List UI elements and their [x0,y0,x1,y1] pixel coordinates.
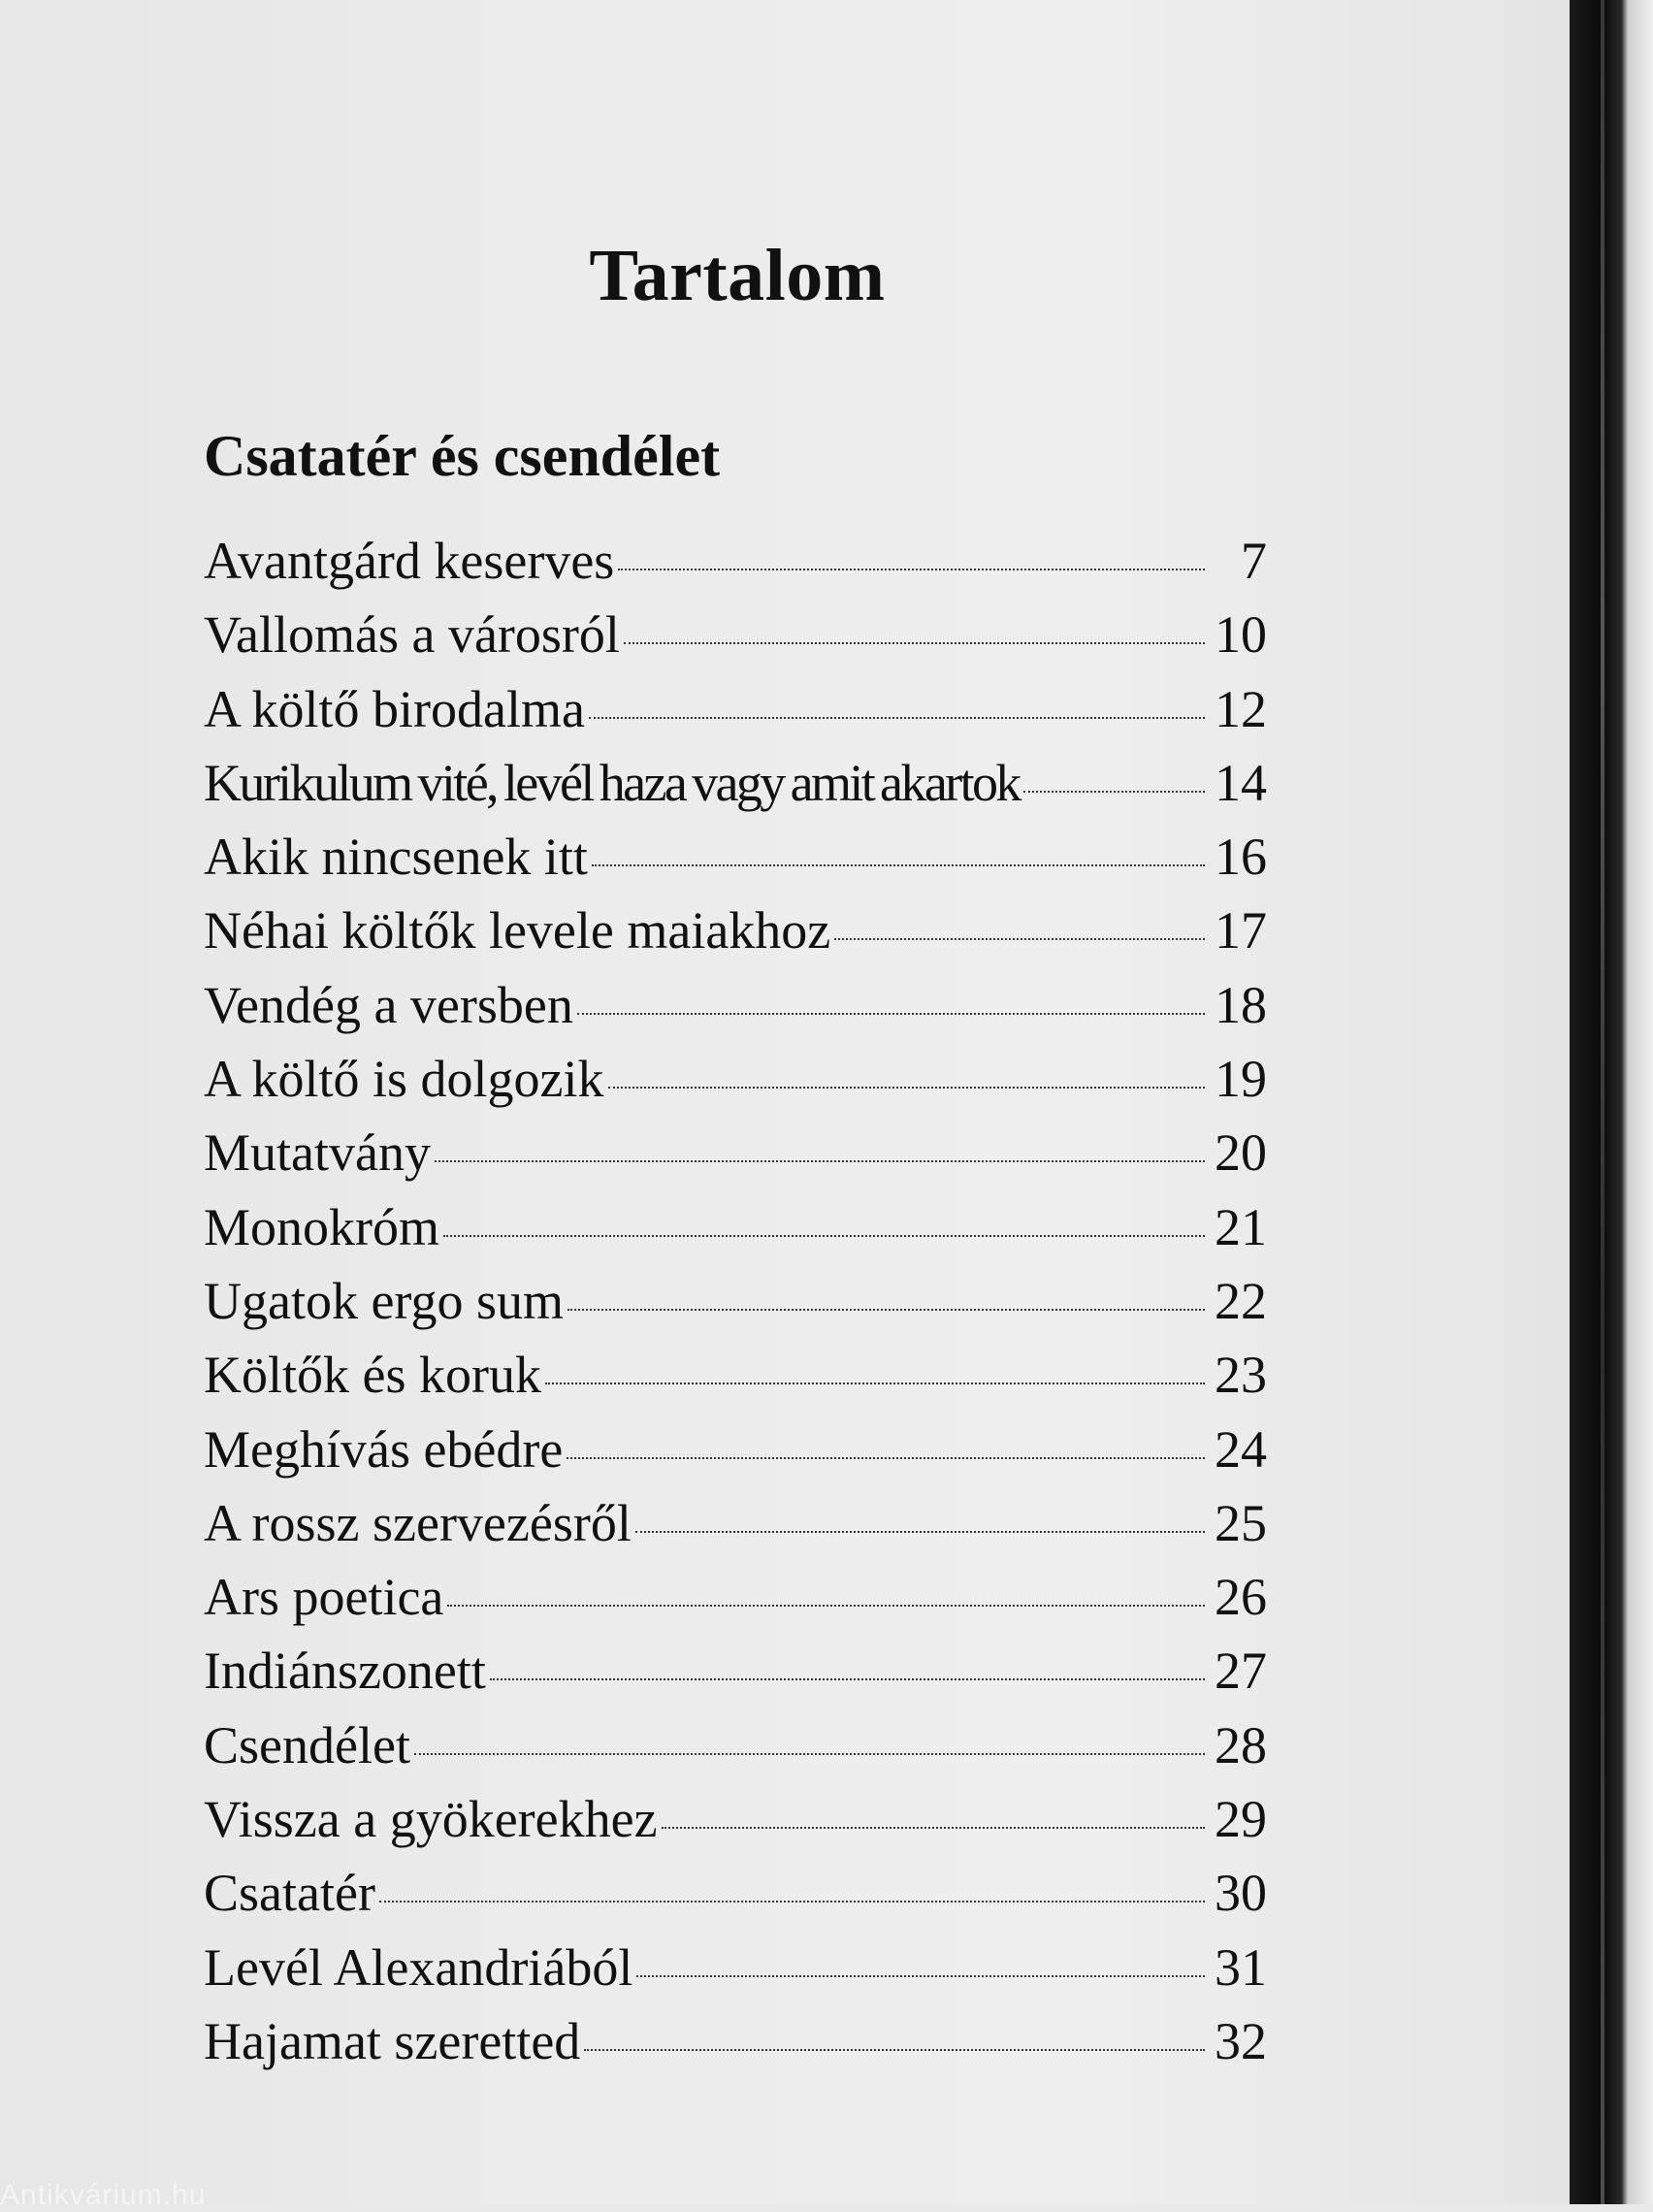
watermark: Antikvárium.hu [0,2179,207,2211]
toc-entry-page: 29 [1215,1790,1267,1849]
toc-entry [204,820,1267,894]
dot-leader [589,717,1205,719]
toc-entry-page: 18 [1215,975,1267,1034]
toc-entry [204,1116,1267,1189]
toc-entry [204,968,1267,1042]
toc-entry [204,1634,1267,1708]
toc-entry-title: Ugatok ergo sum [204,1271,564,1330]
dot-leader [662,1827,1205,1829]
toc-entry-title: Kurikulum vité, levél haza vagy amit akartok [204,753,1020,812]
toc-entry-page: 22 [1215,1271,1267,1330]
toc-entry-title: Vallomás a városról [204,605,620,665]
toc-entry [204,1413,1267,1486]
toc-entry-page: 25 [1215,1493,1267,1552]
toc-entry [204,1560,1267,1634]
toc-entry-page: 27 [1215,1642,1267,1701]
toc-entry-title: Mutatvány [204,1123,431,1183]
toc-entry [204,1042,1267,1116]
toc-entry-page: 30 [1215,1864,1267,1923]
toc-entry-title: Hajamat szeretted [204,2011,581,2070]
dot-leader [584,2049,1205,2051]
toc-entry [204,1190,1267,1264]
page-title: Tartalom [589,234,886,316]
toc-entry-title: Néhai költők levele maiakhoz [204,901,831,960]
toc-entry-title: Meghívás ebédre [204,1419,564,1479]
toc-entry [204,1931,1267,2004]
toc-entry-title: Akik nincsenek itt [204,828,588,887]
toc-entry [204,1338,1267,1412]
toc-entry-title: Monokróm [204,1197,439,1256]
toc-entry-title: Avantgárd keserves [204,532,615,590]
dot-leader [624,642,1205,644]
dot-leader [545,1382,1205,1384]
toc-entry-title: Ars poetica [204,1568,444,1627]
toc-entry [204,524,1267,598]
toc-entry-page: 14 [1215,753,1267,812]
toc-entry-title: Költők és koruk [204,1346,541,1405]
toc-entry-page: 20 [1215,1123,1267,1183]
toc-entry-page: 26 [1215,1568,1267,1627]
toc-entry [204,672,1267,746]
toc-entry-title: A rossz szervezésről [204,1493,632,1552]
dot-leader [443,1235,1205,1237]
toc-entry [204,1856,1267,1930]
toc-entry-page: 17 [1215,901,1267,960]
toc-entry-page: 32 [1215,2011,1267,2070]
section-heading: Csatatér és csendélet [204,423,721,488]
toc-entry-page: 10 [1215,605,1267,665]
dot-leader [567,1457,1205,1459]
toc-entry-page: 16 [1215,828,1267,887]
toc-entry-title: Csendélet [204,1715,410,1774]
dot-leader [834,938,1205,940]
toc-entry-title: A költő birodalma [204,679,585,738]
dot-leader [447,1605,1205,1607]
toc-entry-page: 19 [1215,1050,1267,1109]
toc-entry [204,598,1267,671]
toc-entry-page: 21 [1215,1197,1267,1256]
dot-leader [636,1975,1205,1977]
dot-leader [414,1753,1205,1755]
toc-entry [204,1264,1267,1338]
toc-entry-page: 31 [1215,1937,1267,1997]
toc-entry-page: 12 [1215,679,1267,738]
toc-entry-title: Levél Alexandriából [204,1937,633,1997]
toc-entry [204,2004,1267,2078]
dot-leader [1023,791,1205,793]
toc-entry [204,1486,1267,1560]
toc-entry-title: Csatatér [204,1864,375,1923]
toc-entry-page: 7 [1241,532,1267,590]
dot-leader [608,1087,1205,1089]
toc-entry [204,746,1267,820]
spine-edge [1601,0,1604,2204]
dot-leader [635,1531,1205,1533]
dot-leader [490,1678,1205,1680]
dot-leader [592,864,1205,866]
toc-entry-page: 24 [1215,1419,1267,1479]
toc-entry [204,1782,1267,1856]
toc-entry-page: 28 [1215,1715,1267,1774]
toc-entry [204,894,1267,967]
dot-leader [379,1901,1205,1903]
toc-entry [204,1708,1267,1782]
dot-leader [618,569,1205,570]
toc-list [204,524,1267,2078]
toc-entry-title: Vendég a versben [204,975,573,1034]
toc-entry-title: Indiánszonett [204,1642,486,1701]
dot-leader [577,1013,1205,1015]
toc-entry-title: A költő is dolgozik [204,1050,604,1109]
dot-leader [567,1309,1205,1311]
toc-entry-title: Vissza a gyökerekhez [204,1790,658,1849]
book-spine [1570,0,1653,2204]
toc-entry-page: 23 [1215,1346,1267,1405]
dot-leader [435,1160,1205,1162]
